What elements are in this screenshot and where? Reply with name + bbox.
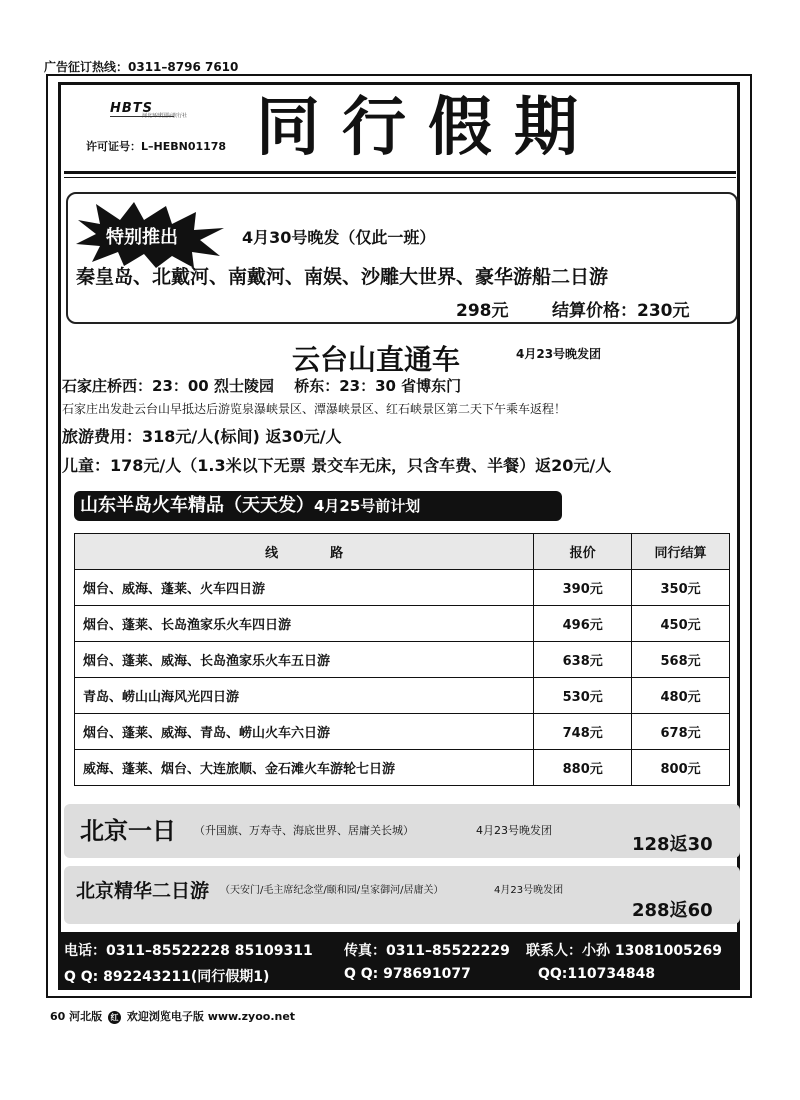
beijing-oneday-depart: 4月23号晚发团 (476, 824, 552, 837)
special-settle: 结算价格：230元 (552, 301, 690, 321)
shandong-banner-main: 山东半岛火车精品（天天发） (80, 495, 314, 516)
table-row (75, 714, 730, 750)
special-price: 298元 (456, 301, 509, 321)
shandong-banner (74, 491, 562, 521)
page-title: 同行假期 (256, 91, 600, 165)
table-row (75, 750, 730, 786)
edition-label: 河北版 (69, 1010, 103, 1023)
logo-subtitle: 河北环球国际旅行社 (142, 113, 188, 119)
price-cell: 496元 (534, 606, 632, 642)
price-cell: 880元 (534, 750, 632, 786)
page-footer (50, 1008, 295, 1024)
yuntai-depart: 4月23号晚发团 (516, 347, 602, 361)
contact-qq1: Q Q: 892243211(同行假期1) (64, 969, 270, 985)
beijing-twoday-title: 北京精华二日游 (76, 880, 210, 902)
beijing-twoday-depart: 4月23号晚发团 (494, 885, 564, 896)
yuntai-pickup: 石家庄桥西：23：00 烈士陵园 桥东：23：30 省博东门 (62, 377, 462, 395)
table-row (75, 570, 730, 606)
header-settle: 同行结算 (632, 534, 730, 570)
contact-phone: 电话：0311–85522228 85109311 (64, 943, 313, 959)
beijing-twoday-price: 288返60 (632, 900, 713, 921)
price-cell: 530元 (534, 678, 632, 714)
footer-url[interactable]: www.zyoo.net (207, 1010, 296, 1023)
settle-cell: 480元 (632, 678, 730, 714)
shandong-banner-plan: 4月25号前计划 (314, 497, 421, 515)
table-row (75, 678, 730, 714)
beijing-oneday-title: 北京一日 (80, 817, 176, 845)
beijing-oneday-price: 128返30 (632, 834, 713, 855)
route-table (74, 533, 730, 786)
header-rule (64, 171, 736, 174)
route-cell: 威海、蓬莱、烟台、大连旅顺、金石滩火车游轮七日游 (75, 750, 534, 786)
header-rule-thin (64, 177, 736, 178)
beijing-twoday-detail: （天安门/毛主席纪念堂/颐和园/皇家御河/居庸关） (220, 885, 444, 896)
settle-cell: 678元 (632, 714, 730, 750)
yuntai-child-fee: 儿童：178元/人（1.3米以下无票 景交车无床，只含车费、半餐）返20元/人 (62, 456, 612, 475)
license-number: 许可证号：L–HEBN01178 (86, 140, 227, 153)
contact-bar (60, 932, 738, 988)
contact-person: 联系人：小孙 13081005269 (526, 943, 723, 959)
ad-hotline: 广告征订热线：0311–8796 7610 (44, 60, 239, 74)
contact-fax: 传真：0311–85522229 (344, 943, 510, 959)
table-row (75, 606, 730, 642)
yuntai-desc: 石家庄出发赴云台山早抵达后游览泉瀑峡景区、潭瀑峡景区、红石峡景区第二天下午乘车返程！ (62, 402, 567, 416)
yuntai-title: 云台山直通车 (292, 343, 461, 376)
yuntai-fee: 旅游费用：318元/人(标间) 返30元/人 (62, 427, 342, 446)
beijing-oneday-detail: （升国旗、万寿寺、海底世界、居庸关长城） (194, 824, 414, 837)
header-route: 线 路 (75, 534, 534, 570)
settle-cell: 800元 (632, 750, 730, 786)
settle-cell: 568元 (632, 642, 730, 678)
special-route: 秦皇岛、北戴河、南戴河、南娱、沙雕大世界、豪华游船二日游 (76, 266, 609, 288)
table-header-row (75, 534, 730, 570)
contact-qq3: QQ:110734848 (538, 966, 656, 982)
special-badge: 特别推出 (106, 227, 178, 248)
price-cell: 638元 (534, 642, 632, 678)
red-logo-icon: 红 (108, 1011, 121, 1024)
settle-cell: 350元 (632, 570, 730, 606)
company-logo: HBTS (110, 101, 154, 116)
route-cell: 烟台、威海、蓬莱、火车四日游 (75, 570, 534, 606)
page-number: 60 (50, 1010, 66, 1023)
route-cell: 烟台、蓬莱、威海、长岛渔家乐火车五日游 (75, 642, 534, 678)
price-cell: 390元 (534, 570, 632, 606)
route-cell: 烟台、蓬莱、长岛渔家乐火车四日游 (75, 606, 534, 642)
special-depart: 4月30号晚发（仅此一班） (242, 228, 436, 247)
header-price: 报价 (534, 534, 632, 570)
table-row (75, 642, 730, 678)
contact-qq2: Q Q: 978691077 (344, 966, 471, 982)
route-cell: 青岛、崂山山海风光四日游 (75, 678, 534, 714)
price-cell: 748元 (534, 714, 632, 750)
settle-cell: 450元 (632, 606, 730, 642)
footer-text: 欢迎浏览电子版 (126, 1010, 204, 1023)
route-cell: 烟台、蓬莱、威海、青岛、崂山火车六日游 (75, 714, 534, 750)
